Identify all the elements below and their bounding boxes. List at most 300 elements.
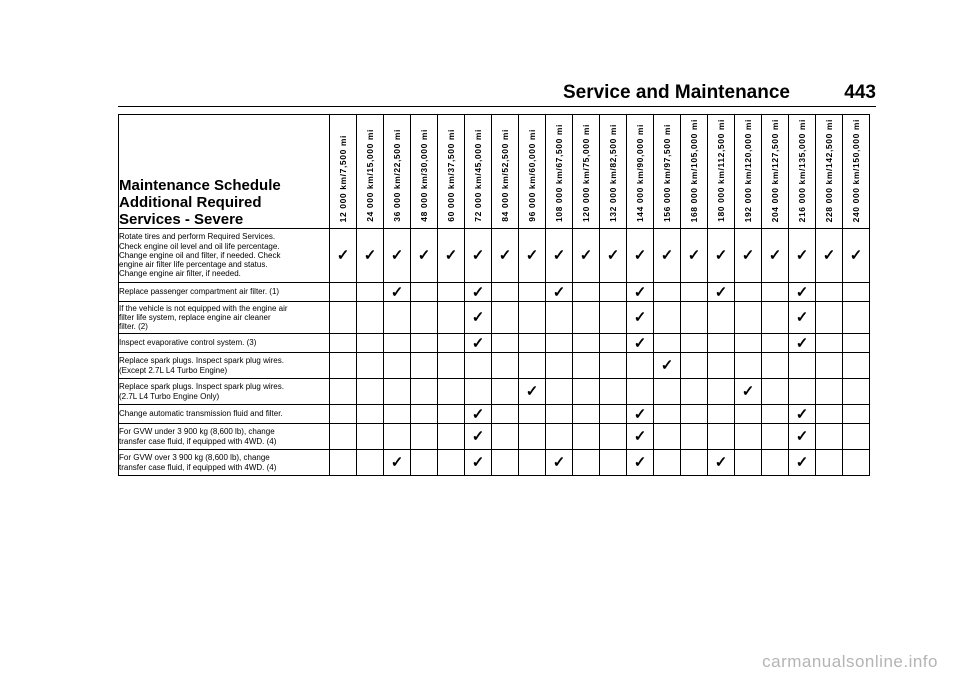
empty-cell <box>600 405 627 424</box>
service-description <box>119 229 330 283</box>
empty-cell <box>438 283 465 302</box>
interval-label: 132 000 km/82,500 mi <box>608 123 618 222</box>
empty-cell <box>330 424 357 450</box>
checkmark-cell <box>438 229 465 283</box>
checkmark-cell <box>465 405 492 424</box>
empty-cell <box>600 283 627 302</box>
empty-cell <box>708 353 735 379</box>
checkmark-icon: ✓ <box>633 334 647 352</box>
interval-header <box>600 115 627 229</box>
empty-cell <box>357 302 384 334</box>
checkmark-icon: ✓ <box>795 454 809 471</box>
interval-header <box>654 115 681 229</box>
checkmark-icon: ✓ <box>552 454 566 471</box>
empty-cell <box>762 334 789 353</box>
service-description-line: Inspect evaporative control system. (3) <box>119 338 257 348</box>
empty-cell <box>735 353 762 379</box>
empty-cell <box>816 450 843 476</box>
checkmark-icon: ✓ <box>390 283 404 301</box>
interval-label: 120 000 km/75,000 mi <box>581 123 591 222</box>
checkmark-cell <box>708 283 735 302</box>
checkmark-icon: ✓ <box>714 247 728 264</box>
service-description <box>119 353 330 379</box>
checkmark-icon: ✓ <box>795 405 809 423</box>
checkmark-cell <box>627 302 654 334</box>
empty-cell <box>411 353 438 379</box>
empty-cell <box>330 334 357 353</box>
table-row <box>119 334 870 353</box>
empty-cell <box>816 353 843 379</box>
checkmark-cell <box>384 229 411 283</box>
empty-cell <box>438 334 465 353</box>
empty-cell <box>573 353 600 379</box>
checkmark-cell <box>654 353 681 379</box>
empty-cell <box>843 405 870 424</box>
service-description-line: For GVW over 3 900 kg (8,600 lb), change <box>119 453 270 463</box>
empty-cell <box>330 283 357 302</box>
empty-cell <box>762 353 789 379</box>
service-description-line: filter life system, replace engine air cleaner <box>119 312 271 322</box>
service-description-line: Change engine oil and filter, if needed. Check <box>119 250 281 260</box>
checkmark-icon: ✓ <box>498 247 512 264</box>
empty-cell <box>735 302 762 334</box>
checkmark-cell <box>492 229 519 283</box>
checkmark-icon: ✓ <box>525 247 539 264</box>
empty-cell <box>708 405 735 424</box>
empty-cell <box>654 450 681 476</box>
checkmark-icon: ✓ <box>363 247 377 264</box>
interval-header <box>735 115 762 229</box>
empty-cell <box>735 450 762 476</box>
table-title-line: Additional Required <box>119 194 262 211</box>
empty-cell <box>438 353 465 379</box>
empty-cell <box>492 302 519 334</box>
empty-cell <box>654 424 681 450</box>
empty-cell <box>600 424 627 450</box>
checkmark-cell <box>519 229 546 283</box>
checkmark-icon: ✓ <box>633 309 647 326</box>
empty-cell <box>438 379 465 405</box>
table-row <box>119 283 870 302</box>
interval-label: 216 000 km/135,000 mi <box>797 118 807 222</box>
checkmark-cell <box>627 229 654 283</box>
empty-cell <box>573 334 600 353</box>
checkmark-cell <box>519 379 546 405</box>
empty-cell <box>492 334 519 353</box>
table-header-row <box>119 115 870 229</box>
checkmark-cell <box>465 229 492 283</box>
checkmark-cell <box>546 229 573 283</box>
empty-cell <box>654 302 681 334</box>
empty-cell <box>681 379 708 405</box>
empty-cell <box>708 302 735 334</box>
empty-cell <box>384 405 411 424</box>
checkmark-cell <box>789 405 816 424</box>
checkmark-icon: ✓ <box>849 247 863 264</box>
checkmark-icon: ✓ <box>633 454 647 471</box>
interval-label: 96 000 km/60,000 mi <box>527 129 537 222</box>
empty-cell <box>816 379 843 405</box>
checkmark-icon: ✓ <box>471 309 485 326</box>
interval-header <box>708 115 735 229</box>
empty-cell <box>654 405 681 424</box>
checkmark-cell <box>789 424 816 450</box>
empty-cell <box>816 302 843 334</box>
checkmark-cell <box>843 229 870 283</box>
empty-cell <box>762 405 789 424</box>
service-description-line: Replace passenger compartment air filter. (1) <box>119 287 280 297</box>
checkmark-icon: ✓ <box>633 428 647 445</box>
table-row <box>119 302 870 334</box>
empty-cell <box>843 353 870 379</box>
checkmark-cell <box>465 424 492 450</box>
checkmark-cell <box>789 283 816 302</box>
checkmark-cell <box>627 405 654 424</box>
checkmark-cell <box>708 229 735 283</box>
service-description-line: Change engine air filter, if needed. <box>119 269 241 279</box>
interval-header <box>573 115 600 229</box>
empty-cell <box>438 302 465 334</box>
checkmark-icon: ✓ <box>471 283 485 301</box>
checkmark-cell <box>627 334 654 353</box>
empty-cell <box>843 302 870 334</box>
interval-label: 12 000 km/7,500 mi <box>338 134 348 222</box>
service-description <box>119 302 330 334</box>
empty-cell <box>843 450 870 476</box>
watermark: carmanualsonline.info <box>762 652 938 671</box>
checkmark-cell <box>384 450 411 476</box>
section-title: Service and Maintenance <box>562 82 790 103</box>
checkmark-cell <box>762 229 789 283</box>
service-description <box>119 334 330 353</box>
empty-cell <box>330 302 357 334</box>
empty-cell <box>762 424 789 450</box>
service-description-line: Replace spark plugs. Inspect spark plug wires. <box>119 356 284 366</box>
empty-cell <box>384 302 411 334</box>
empty-cell <box>357 450 384 476</box>
empty-cell <box>438 450 465 476</box>
checkmark-cell <box>600 229 627 283</box>
interval-header <box>762 115 789 229</box>
empty-cell <box>816 283 843 302</box>
service-description-line: Rotate tires and perform Required Services. <box>119 232 276 242</box>
service-description-line: transfer case fluid, if equipped with 4WD. (4) <box>119 462 277 472</box>
empty-cell <box>357 424 384 450</box>
service-description-line: Replace spark plugs. Inspect spark plug wires. <box>119 382 284 392</box>
checkmark-icon: ✓ <box>471 247 485 264</box>
empty-cell <box>735 424 762 450</box>
empty-cell <box>843 379 870 405</box>
table-row <box>119 229 870 283</box>
empty-cell <box>519 405 546 424</box>
checkmark-cell <box>627 283 654 302</box>
interval-label: 168 000 km/105,000 mi <box>689 118 699 222</box>
service-description-line: filter. (2) <box>119 322 148 332</box>
empty-cell <box>546 424 573 450</box>
empty-cell <box>627 353 654 379</box>
checkmark-cell <box>465 302 492 334</box>
interval-header <box>384 115 411 229</box>
checkmark-icon: ✓ <box>795 283 809 301</box>
empty-cell <box>330 379 357 405</box>
empty-cell <box>600 353 627 379</box>
empty-cell <box>384 379 411 405</box>
empty-cell <box>600 334 627 353</box>
empty-cell <box>519 450 546 476</box>
checkmark-icon: ✓ <box>714 283 728 301</box>
interval-label: 60 000 km/37,500 mi <box>446 129 456 222</box>
interval-header <box>438 115 465 229</box>
empty-cell <box>546 353 573 379</box>
empty-cell <box>573 424 600 450</box>
empty-cell <box>843 283 870 302</box>
interval-label: 204 000 km/127,500 mi <box>770 118 780 222</box>
interval-header <box>330 115 357 229</box>
empty-cell <box>762 379 789 405</box>
checkmark-icon: ✓ <box>633 283 647 301</box>
empty-cell <box>411 302 438 334</box>
empty-cell <box>762 283 789 302</box>
interval-label: 192 000 km/120,000 mi <box>743 118 753 222</box>
empty-cell <box>708 379 735 405</box>
empty-cell <box>681 283 708 302</box>
checkmark-cell <box>816 229 843 283</box>
empty-cell <box>681 424 708 450</box>
table-row <box>119 379 870 405</box>
checkmark-icon: ✓ <box>471 334 485 352</box>
checkmark-icon: ✓ <box>768 247 782 264</box>
interval-header <box>411 115 438 229</box>
empty-cell <box>411 283 438 302</box>
checkmark-cell <box>627 450 654 476</box>
interval-header <box>681 115 708 229</box>
empty-cell <box>492 450 519 476</box>
checkmark-cell <box>465 450 492 476</box>
service-description-line: Change automatic transmission fluid and filter. <box>119 409 283 419</box>
checkmark-icon: ✓ <box>336 247 350 264</box>
table-title <box>119 115 330 229</box>
checkmark-icon: ✓ <box>579 247 593 264</box>
checkmark-cell <box>735 229 762 283</box>
checkmark-cell <box>465 334 492 353</box>
service-description <box>119 283 330 302</box>
interval-label: 36 000 km/22,500 mi <box>392 129 402 222</box>
interval-label: 72 000 km/45,000 mi <box>473 129 483 222</box>
table-row <box>119 353 870 379</box>
empty-cell <box>600 302 627 334</box>
empty-cell <box>357 334 384 353</box>
checkmark-cell <box>735 379 762 405</box>
empty-cell <box>330 405 357 424</box>
interval-header <box>492 115 519 229</box>
empty-cell <box>627 379 654 405</box>
table-row <box>119 405 870 424</box>
empty-cell <box>654 283 681 302</box>
maintenance-schedule-table <box>118 114 870 476</box>
empty-cell <box>762 302 789 334</box>
checkmark-icon: ✓ <box>633 247 647 264</box>
empty-cell <box>330 450 357 476</box>
empty-cell <box>411 450 438 476</box>
empty-cell <box>411 405 438 424</box>
empty-cell <box>816 405 843 424</box>
checkmark-icon: ✓ <box>795 428 809 445</box>
interval-label: 228 000 km/142,500 mi <box>824 118 834 222</box>
service-description <box>119 450 330 476</box>
empty-cell <box>438 424 465 450</box>
checkmark-icon: ✓ <box>660 247 674 264</box>
empty-cell <box>573 302 600 334</box>
checkmark-icon: ✓ <box>795 247 809 264</box>
checkmark-cell <box>789 334 816 353</box>
interval-label: 144 000 km/90,000 mi <box>635 123 645 222</box>
empty-cell <box>600 450 627 476</box>
table-title-line: Services - Severe <box>119 211 244 228</box>
header-rule <box>118 106 876 107</box>
empty-cell <box>492 283 519 302</box>
interval-label: 24 000 km/15,000 mi <box>365 129 375 222</box>
service-description <box>119 379 330 405</box>
empty-cell <box>384 334 411 353</box>
checkmark-cell <box>546 450 573 476</box>
table-body <box>119 229 870 476</box>
empty-cell <box>816 424 843 450</box>
interval-header <box>519 115 546 229</box>
checkmark-cell <box>330 229 357 283</box>
checkmark-icon: ✓ <box>795 334 809 352</box>
empty-cell <box>384 353 411 379</box>
empty-cell <box>546 302 573 334</box>
service-description <box>119 424 330 450</box>
checkmark-icon: ✓ <box>390 247 404 264</box>
empty-cell <box>735 405 762 424</box>
empty-cell <box>357 283 384 302</box>
checkmark-icon: ✓ <box>822 247 836 264</box>
empty-cell <box>762 450 789 476</box>
empty-cell <box>519 283 546 302</box>
service-description-line: (2.7L L4 Turbo Engine Only) <box>119 391 220 401</box>
empty-cell <box>411 379 438 405</box>
interval-header <box>465 115 492 229</box>
empty-cell <box>654 379 681 405</box>
empty-cell <box>843 424 870 450</box>
service-description-line: engine air filter life percentage and status. <box>119 260 268 270</box>
checkmark-icon: ✓ <box>660 357 674 374</box>
checkmark-icon: ✓ <box>552 247 566 264</box>
empty-cell <box>438 405 465 424</box>
service-description <box>119 405 330 424</box>
checkmark-icon: ✓ <box>552 283 566 301</box>
checkmark-icon: ✓ <box>606 247 620 264</box>
page-header <box>118 82 876 106</box>
empty-cell <box>357 379 384 405</box>
empty-cell <box>735 283 762 302</box>
checkmark-icon: ✓ <box>444 247 458 264</box>
checkmark-cell <box>357 229 384 283</box>
interval-label: 240 000 km/150,000 mi <box>851 118 861 222</box>
interval-label: 156 000 km/97,500 mi <box>662 123 672 222</box>
checkmark-cell <box>708 450 735 476</box>
checkmark-icon: ✓ <box>795 309 809 326</box>
empty-cell <box>843 334 870 353</box>
interval-header <box>546 115 573 229</box>
empty-cell <box>492 405 519 424</box>
checkmark-icon: ✓ <box>417 247 431 264</box>
service-description-line: If the vehicle is not equipped with the engine air <box>119 303 288 313</box>
empty-cell <box>681 353 708 379</box>
service-description-line: transfer case fluid, if equipped with 4WD. (4) <box>119 436 277 446</box>
empty-cell <box>816 334 843 353</box>
interval-label: 108 000 km/67,500 mi <box>554 123 564 222</box>
empty-cell <box>573 450 600 476</box>
empty-cell <box>492 379 519 405</box>
empty-cell <box>681 302 708 334</box>
empty-cell <box>492 353 519 379</box>
empty-cell <box>411 334 438 353</box>
empty-cell <box>681 450 708 476</box>
empty-cell <box>546 379 573 405</box>
empty-cell <box>735 334 762 353</box>
checkmark-icon: ✓ <box>714 454 728 471</box>
checkmark-icon: ✓ <box>741 383 755 400</box>
empty-cell <box>789 353 816 379</box>
checkmark-icon: ✓ <box>390 454 404 471</box>
checkmark-icon: ✓ <box>741 247 755 264</box>
service-description-line: For GVW under 3 900 kg (8,600 lb), change <box>119 427 275 437</box>
checkmark-cell <box>411 229 438 283</box>
page-number: 443 <box>844 82 876 103</box>
empty-cell <box>519 353 546 379</box>
empty-cell <box>330 353 357 379</box>
checkmark-cell <box>789 229 816 283</box>
empty-cell <box>465 353 492 379</box>
empty-cell <box>600 379 627 405</box>
empty-cell <box>519 424 546 450</box>
empty-cell <box>384 424 411 450</box>
checkmark-icon: ✓ <box>633 405 647 423</box>
interval-label: 180 000 km/112,500 mi <box>716 119 726 222</box>
checkmark-icon: ✓ <box>471 428 485 445</box>
empty-cell <box>519 302 546 334</box>
empty-cell <box>546 334 573 353</box>
checkmark-cell <box>654 229 681 283</box>
empty-cell <box>681 405 708 424</box>
interval-header <box>789 115 816 229</box>
checkmark-cell <box>546 283 573 302</box>
empty-cell <box>357 405 384 424</box>
checkmark-icon: ✓ <box>471 405 485 423</box>
interval-label: 48 000 km/30,000 mi <box>419 129 429 222</box>
empty-cell <box>519 334 546 353</box>
table-row <box>119 424 870 450</box>
empty-cell <box>492 424 519 450</box>
empty-cell <box>573 405 600 424</box>
empty-cell <box>654 334 681 353</box>
checkmark-icon: ✓ <box>471 454 485 471</box>
empty-cell <box>573 283 600 302</box>
interval-label: 84 000 km/52,500 mi <box>500 129 510 222</box>
service-description-line: Check engine oil level and oil life percentage. <box>119 241 280 251</box>
empty-cell <box>465 379 492 405</box>
checkmark-cell <box>681 229 708 283</box>
checkmark-cell <box>384 283 411 302</box>
empty-cell <box>546 405 573 424</box>
checkmark-cell <box>465 283 492 302</box>
interval-header <box>357 115 384 229</box>
checkmark-cell <box>627 424 654 450</box>
interval-header <box>843 115 870 229</box>
empty-cell <box>357 353 384 379</box>
